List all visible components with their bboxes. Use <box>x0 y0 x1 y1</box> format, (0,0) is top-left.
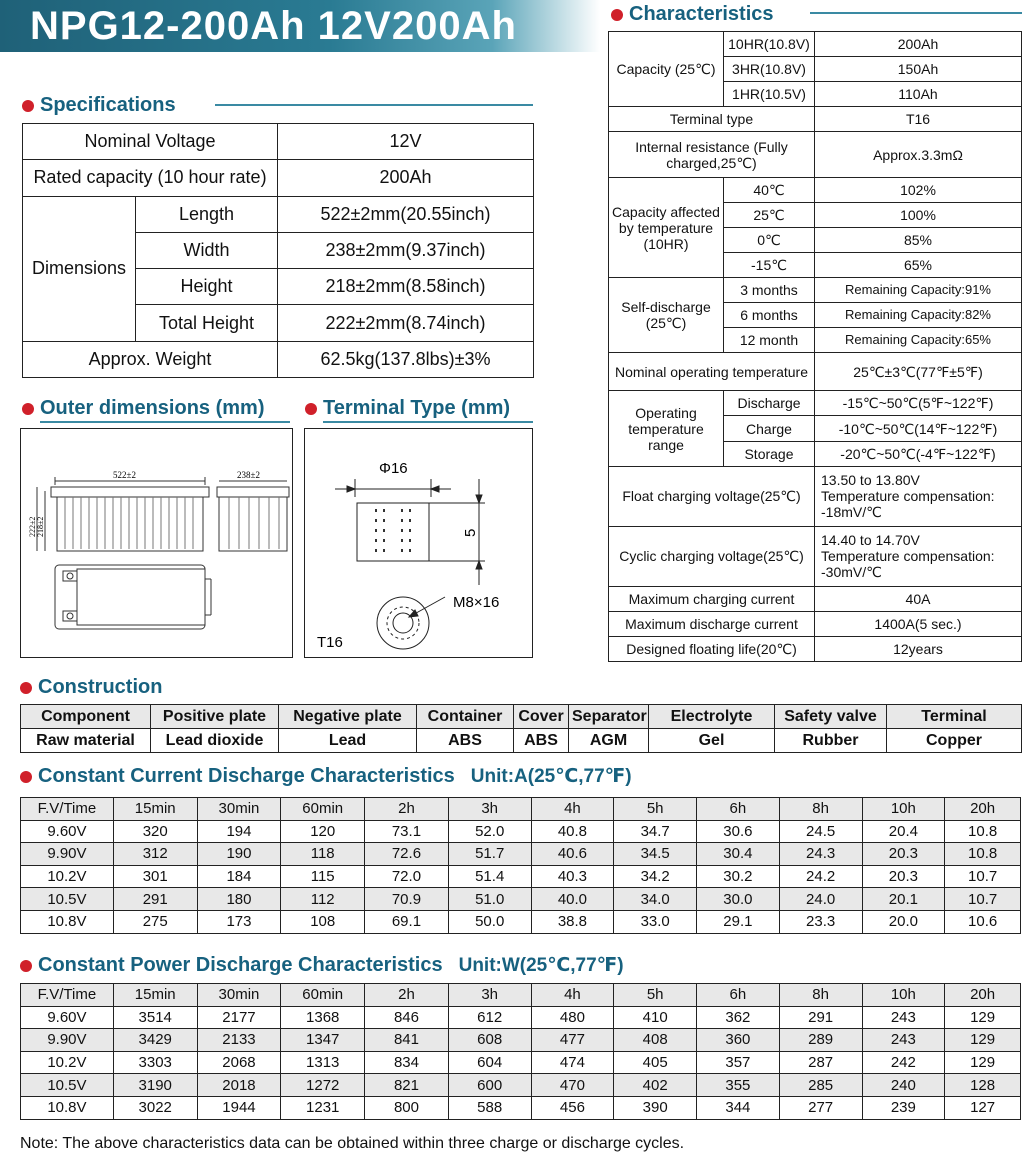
column-header: 20h <box>945 984 1021 1007</box>
table-cell: 51.0 <box>448 888 531 911</box>
table-cell: 24.0 <box>779 888 862 911</box>
table-cell: 612 <box>448 1006 531 1029</box>
table-cell: 34.5 <box>614 843 697 866</box>
table-cell: 2177 <box>197 1006 281 1029</box>
bullet-icon <box>22 403 34 415</box>
spec-label: Dimensions <box>23 196 136 341</box>
table-row <box>609 586 1022 611</box>
construction-header-cell: Component <box>21 705 151 729</box>
construction-header-cell: Cover <box>514 705 569 729</box>
column-header: 60min <box>281 798 365 821</box>
construction-value-cell: Raw material <box>21 729 151 753</box>
char-label: Maximum charging current <box>609 586 815 611</box>
table-row <box>21 865 1021 888</box>
column-header: 6h <box>697 798 780 821</box>
table-header-row <box>21 798 1021 821</box>
char-label: Self-discharge (25℃) <box>609 278 724 353</box>
table-cell: 34.7 <box>614 820 697 843</box>
table-row <box>609 278 1022 303</box>
column-header: F.V/Time <box>21 984 114 1007</box>
heading-underline <box>323 421 533 423</box>
bullet-icon <box>20 960 32 972</box>
table-cell: 408 <box>614 1029 697 1052</box>
characteristics-heading: Characteristics <box>611 3 774 26</box>
table-cell: 285 <box>779 1074 862 1097</box>
char-value: 150Ah <box>815 57 1022 82</box>
column-header: 15min <box>113 984 197 1007</box>
current-discharge-heading: Constant Current Discharge Characteristics Unit:A(25℃,77℉) <box>20 765 632 788</box>
column-header: 20h <box>945 798 1021 821</box>
table-cell: 24.3 <box>779 843 862 866</box>
construction-value-cell: Gel <box>649 729 775 753</box>
table-row <box>21 1051 1021 1074</box>
table-cell: 10.8V <box>21 1096 114 1119</box>
bullet-icon <box>20 771 32 783</box>
table-cell: 10.8 <box>945 843 1021 866</box>
table-cell: 608 <box>448 1029 531 1052</box>
construction-value-cell: Lead <box>279 729 417 753</box>
table-cell: 320 <box>113 820 197 843</box>
column-header: 2h <box>365 798 449 821</box>
current-discharge-table <box>20 797 1021 934</box>
table-cell: 34.0 <box>614 888 697 911</box>
char-value: -15℃~50℃(5℉~122℉) <box>815 391 1022 416</box>
char-label: Cyclic charging voltage(25℃) <box>609 526 815 586</box>
table-cell: 30.6 <box>697 820 780 843</box>
power-discharge-heading: Constant Power Discharge Characteristics Unit:W(25℃,77℉) <box>20 954 624 977</box>
table-row <box>609 611 1022 636</box>
table-cell: 1272 <box>281 1074 365 1097</box>
table-row <box>21 1096 1021 1119</box>
table-cell: 846 <box>365 1006 449 1029</box>
table-cell: 50.0 <box>448 910 531 933</box>
char-sub: 25℃ <box>724 203 815 228</box>
column-header: 30min <box>197 984 281 1007</box>
construction-value-cell: ABS <box>514 729 569 753</box>
table-cell: 30.0 <box>697 888 780 911</box>
outer-dimensions-heading: Outer dimensions (mm) <box>22 397 264 420</box>
char-sub: 0℃ <box>724 228 815 253</box>
table-cell: 38.8 <box>531 910 614 933</box>
height-dimension-label: 218±2 <box>36 516 45 537</box>
table-cell: 129 <box>945 1006 1021 1029</box>
table-cell: 128 <box>945 1074 1021 1097</box>
table-cell: 24.5 <box>779 820 862 843</box>
char-label: Designed floating life(20℃) <box>609 636 815 661</box>
table-cell: 289 <box>779 1029 862 1052</box>
char-sub: 40℃ <box>724 178 815 203</box>
char-value: 65% <box>815 253 1022 278</box>
spec-label: Total Height <box>136 305 278 341</box>
table-row <box>609 32 1022 57</box>
table-cell: 355 <box>697 1074 780 1097</box>
column-header: 2h <box>365 984 449 1007</box>
construction-header-cell: Positive plate <box>151 705 279 729</box>
height-dimension-label: 222±2 <box>28 516 37 537</box>
table-cell: 40.3 <box>531 865 614 888</box>
construction-header-cell: Electrolyte <box>649 705 775 729</box>
spec-value: 222±2mm(8.74inch) <box>278 305 534 341</box>
table-row <box>609 353 1022 391</box>
title-banner <box>0 0 600 52</box>
column-header: 6h <box>697 984 780 1007</box>
table-cell: 600 <box>448 1074 531 1097</box>
construction-value-cell: Copper <box>887 729 1022 753</box>
column-header: 3h <box>448 984 531 1007</box>
table-cell: 301 <box>113 865 197 888</box>
char-value: 102% <box>815 178 1022 203</box>
table-cell: 1944 <box>197 1096 281 1119</box>
table-cell: 51.7 <box>448 843 531 866</box>
table-cell: 240 <box>862 1074 945 1097</box>
table-row <box>23 196 534 232</box>
table-cell: 344 <box>697 1096 780 1119</box>
bullet-icon <box>20 682 32 694</box>
diameter-label: Φ16 <box>379 460 408 477</box>
table-cell: 9.90V <box>21 843 114 866</box>
column-header: 4h <box>531 798 614 821</box>
char-label: Nominal operating temperature <box>609 353 815 391</box>
table-cell: 243 <box>862 1006 945 1029</box>
table-row <box>21 705 1022 729</box>
char-sub: 10HR(10.8V) <box>724 32 815 57</box>
table-cell: 470 <box>531 1074 614 1097</box>
footnote: Note: The above characteristics data can be obtained within three charge or discharge cycles. <box>20 1135 685 1152</box>
char-sub: -15℃ <box>724 253 815 278</box>
table-cell: 243 <box>862 1029 945 1052</box>
table-cell: 194 <box>197 820 281 843</box>
char-value: 110Ah <box>815 82 1022 107</box>
char-value <box>815 526 1022 586</box>
power-discharge-table <box>20 983 1021 1120</box>
table-row <box>609 391 1022 416</box>
table-row <box>23 124 534 160</box>
table-cell: 275 <box>113 910 197 933</box>
table-cell: 480 <box>531 1006 614 1029</box>
table-cell: 10.8V <box>21 910 114 933</box>
table-row <box>609 636 1022 661</box>
bullet-icon <box>611 9 623 21</box>
bolt-label: M8×16 <box>453 594 500 611</box>
column-header: 4h <box>531 984 614 1007</box>
table-cell: 72.6 <box>365 843 449 866</box>
char-value: 40A <box>815 586 1022 611</box>
outer-dimensions-drawing <box>20 428 293 658</box>
char-sub: Charge <box>724 416 815 441</box>
column-header: 3h <box>448 798 531 821</box>
table-cell: 69.1 <box>365 910 449 933</box>
table-cell: 118 <box>281 843 365 866</box>
char-value: 25℃±3℃(77℉±5℉) <box>815 353 1022 391</box>
table-cell: 70.9 <box>365 888 449 911</box>
table-cell: 120 <box>281 820 365 843</box>
table-cell: 3303 <box>113 1051 197 1074</box>
table-cell: 40.6 <box>531 843 614 866</box>
table-cell: 112 <box>281 888 365 911</box>
construction-value-cell: AGM <box>569 729 649 753</box>
table-cell: 291 <box>113 888 197 911</box>
table-cell: 3022 <box>113 1096 197 1119</box>
table-header-row <box>21 984 1021 1007</box>
table-cell: 1347 <box>281 1029 365 1052</box>
spec-label: Nominal Voltage <box>23 124 278 160</box>
table-cell: 108 <box>281 910 365 933</box>
table-cell: 287 <box>779 1051 862 1074</box>
float-voltage-range: 13.50 to 13.80V <box>821 472 920 489</box>
heading-underline <box>40 421 290 423</box>
table-cell: 405 <box>614 1051 697 1074</box>
table-cell: 410 <box>614 1006 697 1029</box>
table-row <box>609 526 1022 586</box>
terminal-name-label: T16 <box>317 634 343 651</box>
table-cell: 2133 <box>197 1029 281 1052</box>
spec-value: 522±2mm(20.55inch) <box>278 196 534 232</box>
table-cell: 3429 <box>113 1029 197 1052</box>
construction-header-cell: Terminal <box>887 705 1022 729</box>
table-cell: 10.5V <box>21 1074 114 1097</box>
specifications-heading: Specifications <box>22 94 176 117</box>
construction-header-cell: Negative plate <box>279 705 417 729</box>
table-cell: 604 <box>448 1051 531 1074</box>
char-label: Operating temperature range <box>609 391 724 466</box>
construction-table <box>20 704 1022 753</box>
table-cell: 360 <box>697 1029 780 1052</box>
table-cell: 173 <box>197 910 281 933</box>
table-cell: 242 <box>862 1051 945 1074</box>
column-header: 10h <box>862 984 945 1007</box>
table-cell: 180 <box>197 888 281 911</box>
battery-outline-diagram <box>21 429 291 656</box>
table-row <box>23 341 534 377</box>
table-cell: 474 <box>531 1051 614 1074</box>
cyclic-compensation-label: Temperature compensation: <box>821 548 995 565</box>
table-cell: 10.7 <box>945 888 1021 911</box>
table-cell: 357 <box>697 1051 780 1074</box>
table-cell: 10.6 <box>945 910 1021 933</box>
table-row <box>21 843 1021 866</box>
table-cell: 129 <box>945 1029 1021 1052</box>
char-label: Terminal type <box>609 107 815 132</box>
spec-label: Approx. Weight <box>23 341 278 377</box>
char-value: -10℃~50℃(14℉~122℉) <box>815 416 1022 441</box>
table-cell: 30.4 <box>697 843 780 866</box>
table-cell: 40.8 <box>531 820 614 843</box>
characteristics-table <box>608 31 1022 662</box>
spec-label: Height <box>136 269 278 305</box>
table-cell: 40.0 <box>531 888 614 911</box>
table-cell: 402 <box>614 1074 697 1097</box>
table-cell: 1313 <box>281 1051 365 1074</box>
table-row <box>609 466 1022 526</box>
column-header: F.V/Time <box>21 798 114 821</box>
table-row <box>21 910 1021 933</box>
table-cell: 10.2V <box>21 865 114 888</box>
table-cell: 841 <box>365 1029 449 1052</box>
char-value <box>815 466 1022 526</box>
heading-underline <box>810 12 1022 14</box>
table-cell: 477 <box>531 1029 614 1052</box>
char-value: Remaining Capacity:65% <box>815 328 1022 353</box>
table-cell: 24.2 <box>779 865 862 888</box>
table-cell: 2018 <box>197 1074 281 1097</box>
width-dimension-label: 238±2 <box>237 470 260 480</box>
char-sub: Storage <box>724 441 815 466</box>
table-cell: 10.7 <box>945 865 1021 888</box>
cyclic-voltage-range: 14.40 to 14.70V <box>821 532 920 549</box>
bullet-icon <box>22 100 34 112</box>
table-cell: 2068 <box>197 1051 281 1074</box>
table-row <box>21 888 1021 911</box>
table-cell: 33.0 <box>614 910 697 933</box>
table-cell: 29.1 <box>697 910 780 933</box>
char-value: -20℃~50℃(-4℉~122℉) <box>815 441 1022 466</box>
char-value: Remaining Capacity:82% <box>815 303 1022 328</box>
table-cell: 20.3 <box>862 865 945 888</box>
float-compensation-value: -18mV/℃ <box>821 504 882 521</box>
table-cell: 51.4 <box>448 865 531 888</box>
table-cell: 30.2 <box>697 865 780 888</box>
spec-label: Rated capacity (10 hour rate) <box>23 160 278 196</box>
construction-value-cell: Lead dioxide <box>151 729 279 753</box>
char-label: Capacity affected by temperature (10HR) <box>609 178 724 278</box>
table-cell: 115 <box>281 865 365 888</box>
construction-header-cell: Container <box>417 705 514 729</box>
column-header: 60min <box>281 984 365 1007</box>
bullet-icon <box>305 403 317 415</box>
table-cell: 9.60V <box>21 820 114 843</box>
char-sub: 12 month <box>724 328 815 353</box>
power-discharge-unit: Unit:W(25℃,77℉) <box>458 955 624 976</box>
table-cell: 390 <box>614 1096 697 1119</box>
column-header: 30min <box>197 798 281 821</box>
spec-value: 200Ah <box>278 160 534 196</box>
table-cell: 73.1 <box>365 820 449 843</box>
spec-value: 62.5kg(137.8lbs)±3% <box>278 341 534 377</box>
column-header: 5h <box>614 798 697 821</box>
table-cell: 23.3 <box>779 910 862 933</box>
table-cell: 184 <box>197 865 281 888</box>
table-cell: 239 <box>862 1096 945 1119</box>
construction-heading: Construction <box>20 676 162 699</box>
table-cell: 312 <box>113 843 197 866</box>
table-cell: 291 <box>779 1006 862 1029</box>
table-cell: 10.8 <box>945 820 1021 843</box>
terminal-drawing <box>304 428 533 658</box>
table-cell: 9.60V <box>21 1006 114 1029</box>
char-sub: Discharge <box>724 391 815 416</box>
char-value: 85% <box>815 228 1022 253</box>
table-cell: 1231 <box>281 1096 365 1119</box>
table-row <box>609 107 1022 132</box>
table-cell: 800 <box>365 1096 449 1119</box>
table-cell: 3190 <box>113 1074 197 1097</box>
table-cell: 190 <box>197 843 281 866</box>
table-cell: 129 <box>945 1051 1021 1074</box>
table-cell: 20.4 <box>862 820 945 843</box>
table-row <box>609 132 1022 178</box>
char-value: Remaining Capacity:91% <box>815 278 1022 303</box>
table-cell: 821 <box>365 1074 449 1097</box>
char-label: Capacity (25℃) <box>609 32 724 107</box>
char-label: Float charging voltage(25℃) <box>609 466 815 526</box>
cyclic-compensation-value: -30mV/℃ <box>821 564 882 581</box>
table-cell: 456 <box>531 1096 614 1119</box>
char-sub: 6 months <box>724 303 815 328</box>
construction-header-cell: Safety valve <box>775 705 887 729</box>
table-cell: 52.0 <box>448 820 531 843</box>
table-cell: 9.90V <box>21 1029 114 1052</box>
char-value: 1400A(5 sec.) <box>815 611 1022 636</box>
char-value: 100% <box>815 203 1022 228</box>
char-sub: 3HR(10.8V) <box>724 57 815 82</box>
table-cell: 588 <box>448 1096 531 1119</box>
spec-label: Length <box>136 196 278 232</box>
char-value: Approx.3.3mΩ <box>815 132 1022 178</box>
table-row <box>21 820 1021 843</box>
column-header: 15min <box>113 798 197 821</box>
table-row <box>21 1074 1021 1097</box>
table-cell: 20.3 <box>862 843 945 866</box>
char-label: Internal resistance (Fully charged,25℃) <box>609 132 815 178</box>
table-cell: 277 <box>779 1096 862 1119</box>
table-row <box>609 178 1022 203</box>
table-row <box>21 1006 1021 1029</box>
length-dimension-label: 522±2 <box>113 470 136 480</box>
spec-value: 12V <box>278 124 534 160</box>
char-value: 12years <box>815 636 1022 661</box>
column-header: 10h <box>862 798 945 821</box>
current-discharge-unit: Unit:A(25℃,77℉) <box>470 766 632 787</box>
page-title: NPG12-200Ah 12V200Ah <box>30 4 517 48</box>
terminal-diagram <box>305 429 531 656</box>
column-header: 8h <box>779 798 862 821</box>
char-value: T16 <box>815 107 1022 132</box>
table-cell: 834 <box>365 1051 449 1074</box>
float-compensation-label: Temperature compensation: <box>821 488 995 505</box>
column-header: 5h <box>614 984 697 1007</box>
spec-label: Width <box>136 232 278 268</box>
table-cell: 1368 <box>281 1006 365 1029</box>
spec-value: 238±2mm(9.37inch) <box>278 232 534 268</box>
char-value: 200Ah <box>815 32 1022 57</box>
table-cell: 72.0 <box>365 865 449 888</box>
heading-underline <box>215 104 533 106</box>
construction-value-cell: ABS <box>417 729 514 753</box>
char-sub: 1HR(10.5V) <box>724 82 815 107</box>
table-cell: 127 <box>945 1096 1021 1119</box>
construction-header-cell: Separator <box>569 705 649 729</box>
terminal-type-heading: Terminal Type (mm) <box>305 397 510 420</box>
table-cell: 362 <box>697 1006 780 1029</box>
column-header: 8h <box>779 984 862 1007</box>
table-cell: 10.2V <box>21 1051 114 1074</box>
depth-label: 5 <box>462 528 479 537</box>
construction-value-cell: Rubber <box>775 729 887 753</box>
char-label: Maximum discharge current <box>609 611 815 636</box>
table-cell: 3514 <box>113 1006 197 1029</box>
spec-value: 218±2mm(8.58inch) <box>278 269 534 305</box>
specifications-table <box>22 123 534 378</box>
table-row <box>23 160 534 196</box>
table-cell: 34.2 <box>614 865 697 888</box>
table-row <box>21 1029 1021 1052</box>
char-sub: 3 months <box>724 278 815 303</box>
table-row <box>21 729 1022 753</box>
table-cell: 20.1 <box>862 888 945 911</box>
table-cell: 20.0 <box>862 910 945 933</box>
table-cell: 10.5V <box>21 888 114 911</box>
